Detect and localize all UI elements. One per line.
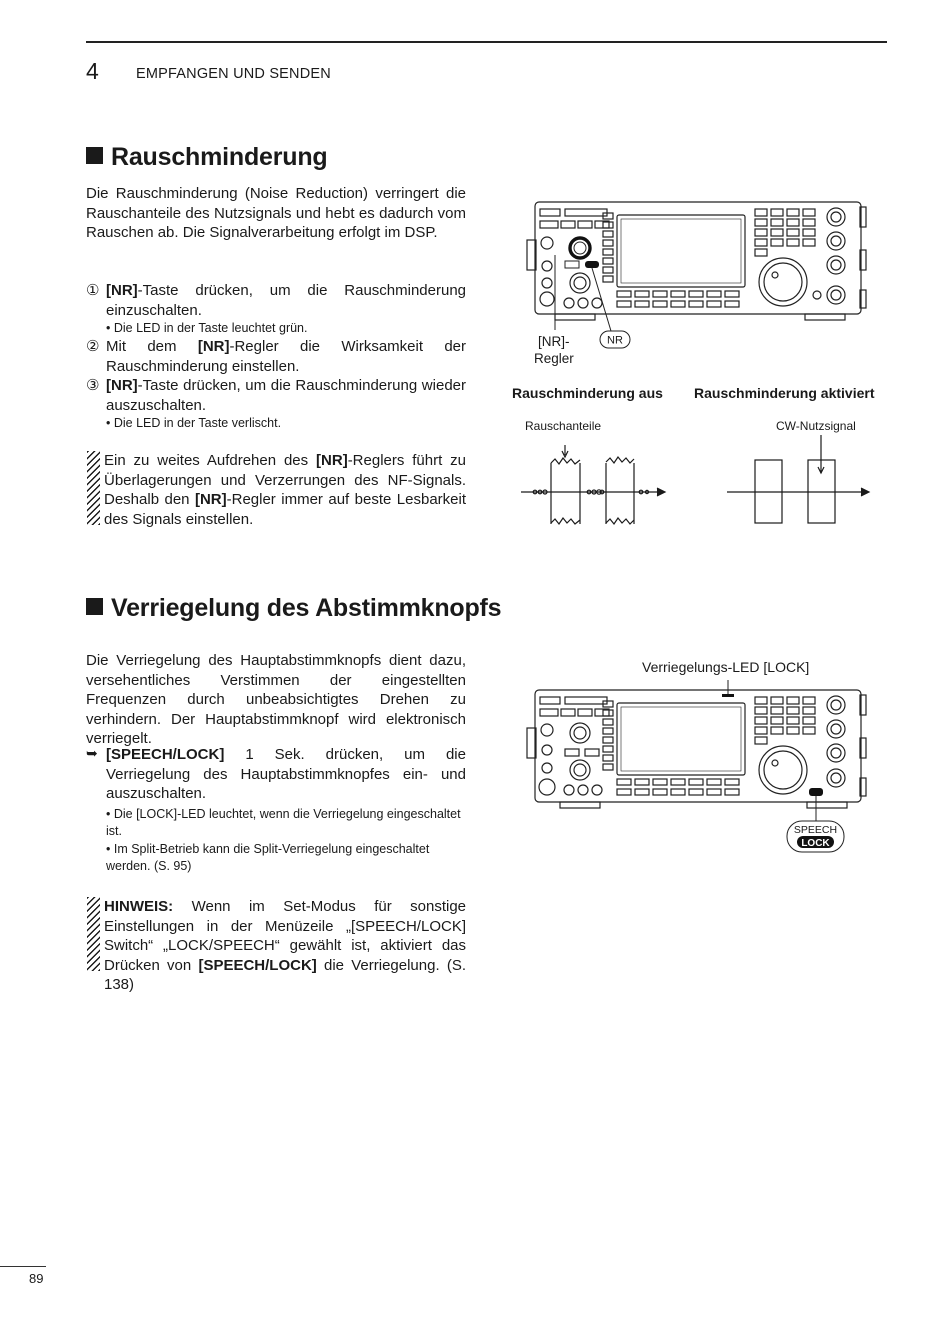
radio-figure-nr [525,195,870,375]
section2-step: ➥ [SPEECH/LOCK] 1 Sek. drücken, um die Verriegelung des Hauptabstimmknopfes ein- und auszuschalten. • Die [LOCK]-LED leuchtet, wenn die Verriegelung eingeschaltet ist. • Im Split-Betrieb kann die Split-Verriegelung eingeschaltet werden. (S. 95) [86,745,466,873]
step-3: ③ [NR]-Taste drücken, um die Rauschminderung wieder auszuschalten. • Die LED in der Taste verlischt. [86,377,466,431]
svg-text:LOCK: LOCK [801,838,830,849]
note-hatch-marker [87,451,100,525]
radio-figure-lock [525,680,870,855]
nr-regler-label: [NR]- [538,334,570,349]
noise-blocks [521,445,665,524]
nr-signal-diagram [505,415,885,530]
figure-label-on: Rauschminderung aktiviert [694,385,875,401]
arrow-icon: ➥ [86,745,98,761]
lock-led-icon [722,694,734,697]
noise-label: Rauschanteile [525,419,602,433]
page-number: 89 [29,1271,44,1286]
footer-rule [0,1266,46,1267]
section1-intro: Die Rauschminderung (Noise Reduction) verringert die Rauschanteile des Nutzsignals und hebt es dadurch vom Rauschen ab. Die Signalverarbeitung erfolgt im DSP. [86,185,466,242]
section1-note: Ein zu weites Aufdrehen des [NR]-Reglers führt zu Überlagerungen und Verzerrungen des NF-Signals. Deshalb den [NR]-Regler immer auf beste Lesbarkeit des Signals einstellen. [104,452,467,528]
step-1: ① [NR]-Taste drücken, um die Rauschminderung einzuschalten. • Die LED in der Taste leuchtet grün. [86,282,466,336]
nr-button-icon [585,261,599,268]
heading-square-icon [86,598,103,615]
note-hatch-marker [87,897,100,971]
section-heading-verriegelung: Verriegelung des Abstimmknopfs [86,594,501,623]
section2-note: HINWEIS: Wenn im Set-Modus für sonstige Einstellungen in der Menüzeile „[SPEECH/LOCK] Switch“ „LOCK/SPEECH“ gewählt ist, aktiviert das Drücken von [SPEECH/LOCK] die Verriegelung. (S. 138) [104,898,466,994]
svg-text:SPEECH: SPEECH [793,824,838,836]
figure-label-off: Rauschminderung aus [512,385,663,401]
nr-knob-icon [570,238,590,258]
section2-intro: Die Verriegelung des Hauptabstimmknopfs dient dazu, versehentliches Verstimmen der eingestellten Frequenzen durch unbeabsichtigtes Drehen zu verhindern. Der Hauptabstimmknopf wird elektronisch verriegelt. [86,652,466,748]
section2-bullet-1: • Die [LOCK]-LED leuchtet, wenn die Verriegelung eingeschaltet ist. [106,806,461,838]
nr-regler-label-line2: Regler [534,351,574,366]
speech-lock-button-icon [809,788,823,796]
heading-square-icon [86,147,103,164]
cw-signal-blocks [727,435,869,523]
section2-bullet-2: • Im Split-Betrieb kann die Split-Verriegelung eingeschaltet werden. (S. 95) [106,841,430,873]
cw-signal-label: CW-Nutzsignal [776,419,856,433]
header-rule [86,41,887,43]
chapter-number: 4 [86,58,99,84]
svg-text:NR: NR [607,334,623,347]
lock-led-label: Verriegelungs-LED [LOCK] [642,659,810,675]
step-2: ② Mit dem [NR]-Regler die Wirksamkeit der Rauschminderung einstellen. [86,338,466,375]
chapter-title: EMPFANGEN UND SENDEN [136,66,331,82]
section-heading-rauschminderung: Rauschminderung [86,143,327,172]
